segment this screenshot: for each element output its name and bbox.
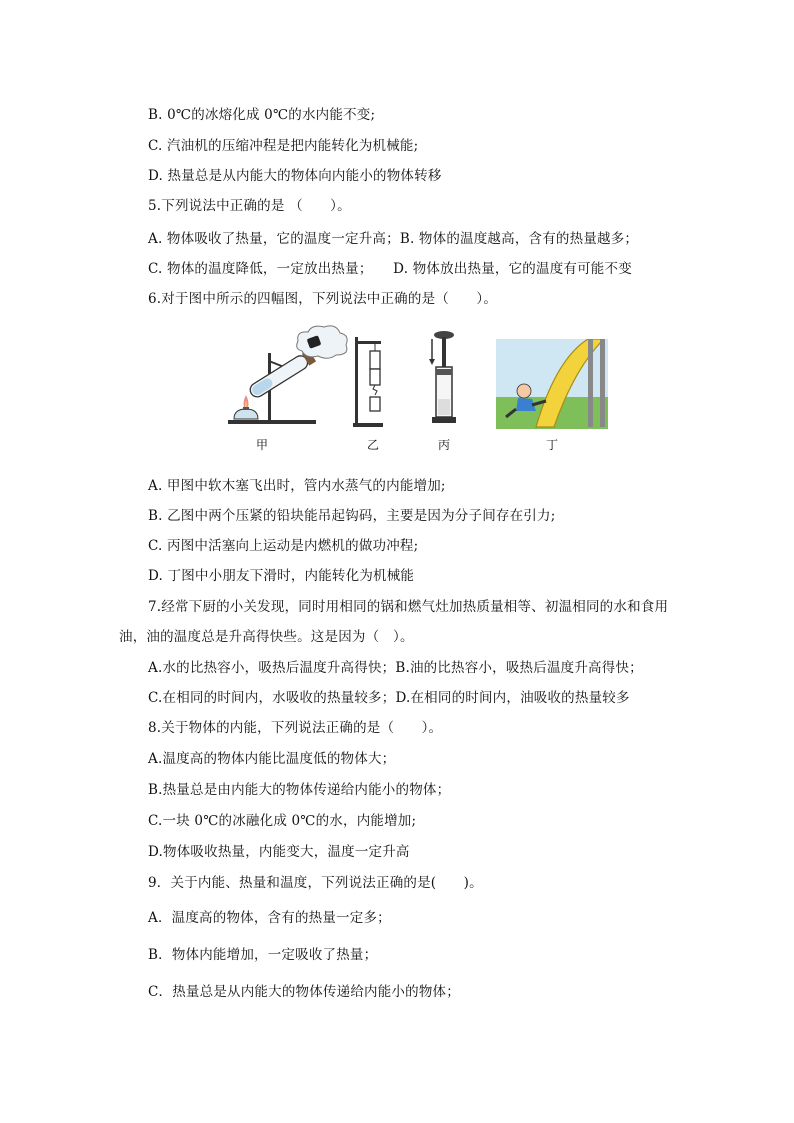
question-7-line-1: 7.经常下厨的小关发现，同时用相同的锅和燃气灶加热质量相等、初温相同的水和食用 [148,599,669,615]
q6-figures [226,323,626,453]
q8-option-d: D.物体吸收热量，内能变大，温度一定升高 [148,844,410,860]
q5-options-cd: C. 物体的温度降低，一定放出热量； D. 物体放出热量，它的温度有可能不变 [148,261,632,277]
caption-bing: 丙 [437,438,450,452]
q9-option-c: C．热量总是从内能大的物体传递给内能小的物体； [148,984,460,1000]
q6-option-b: B. 乙图中两个压紧的铅块能吊起钩码，主要是因为分子间存在引力; [148,508,556,524]
figure-ding-slide-icon [496,339,608,429]
caption-yi: 乙 [366,438,379,452]
caption-jia: 甲 [255,438,268,452]
q9-option-b: B．物体内能增加，一定吸收了热量； [148,947,378,963]
question-9: 9．关于内能、热量和温度，下列说法正确的是( )。 [148,875,483,891]
figure-bing-piston-icon [424,329,464,429]
question-6: 6.对于图中所示的四幅图，下列说法中正确的是（ ）。 [148,291,498,307]
q6-option-a: A. 甲图中软木塞飞出时，管内水蒸气的内能增加; [148,478,446,494]
q5-options-ab: A. 物体吸收了热量，它的温度一定升高；B. 物体的温度越高，含有的热量越多； [148,231,639,247]
caption-ding: 丁 [545,438,558,452]
option-b-q4: B. 0℃的冰熔化成 0℃的水内能不变; [148,107,376,123]
q8-option-b: B.热量总是由内能大的物体传递给内能小的物体； [148,782,451,798]
q7-options-cd: C.在相同的时间内，水吸收的热量较多；D.在相同的时间内，油吸收的热量较多 [148,690,630,706]
q6-option-d: D. 丁图中小朋友下滑时，内能转化为机械能 [148,568,415,584]
option-c-q4: C. 汽油机的压缩冲程是把内能转化为机械能; [148,138,419,154]
figure-yi-lead-blocks-icon [353,335,393,430]
question-5: 5.下列说法中正确的是 （ ）。 [148,198,351,214]
question-7-line-2: 油，油的温度总是升高得快些。这是因为（ ）。 [119,629,414,645]
q8-option-a: A.温度高的物体内能比温度低的物体大； [148,751,396,767]
q8-option-c: C.一块 0℃的冰融化成 0℃的水，内能增加; [148,813,417,829]
q6-option-c: C. 丙图中活塞向上运动是内燃机的做功冲程; [148,538,419,554]
q9-option-a: A．温度高的物体，含有的热量一定多； [148,910,391,926]
steam-cloud-icon [292,323,352,363]
question-8: 8.关于物体的内能，下列说法正确的是（ ）。 [148,720,443,736]
q7-options-ab: A.水的比热容小，吸热后温度升高得快；B.油的比热容小，吸热后温度升高得快； [148,660,643,676]
option-d-q4: D. 热量总是从内能大的物体向内能小的物体转移 [148,168,442,184]
